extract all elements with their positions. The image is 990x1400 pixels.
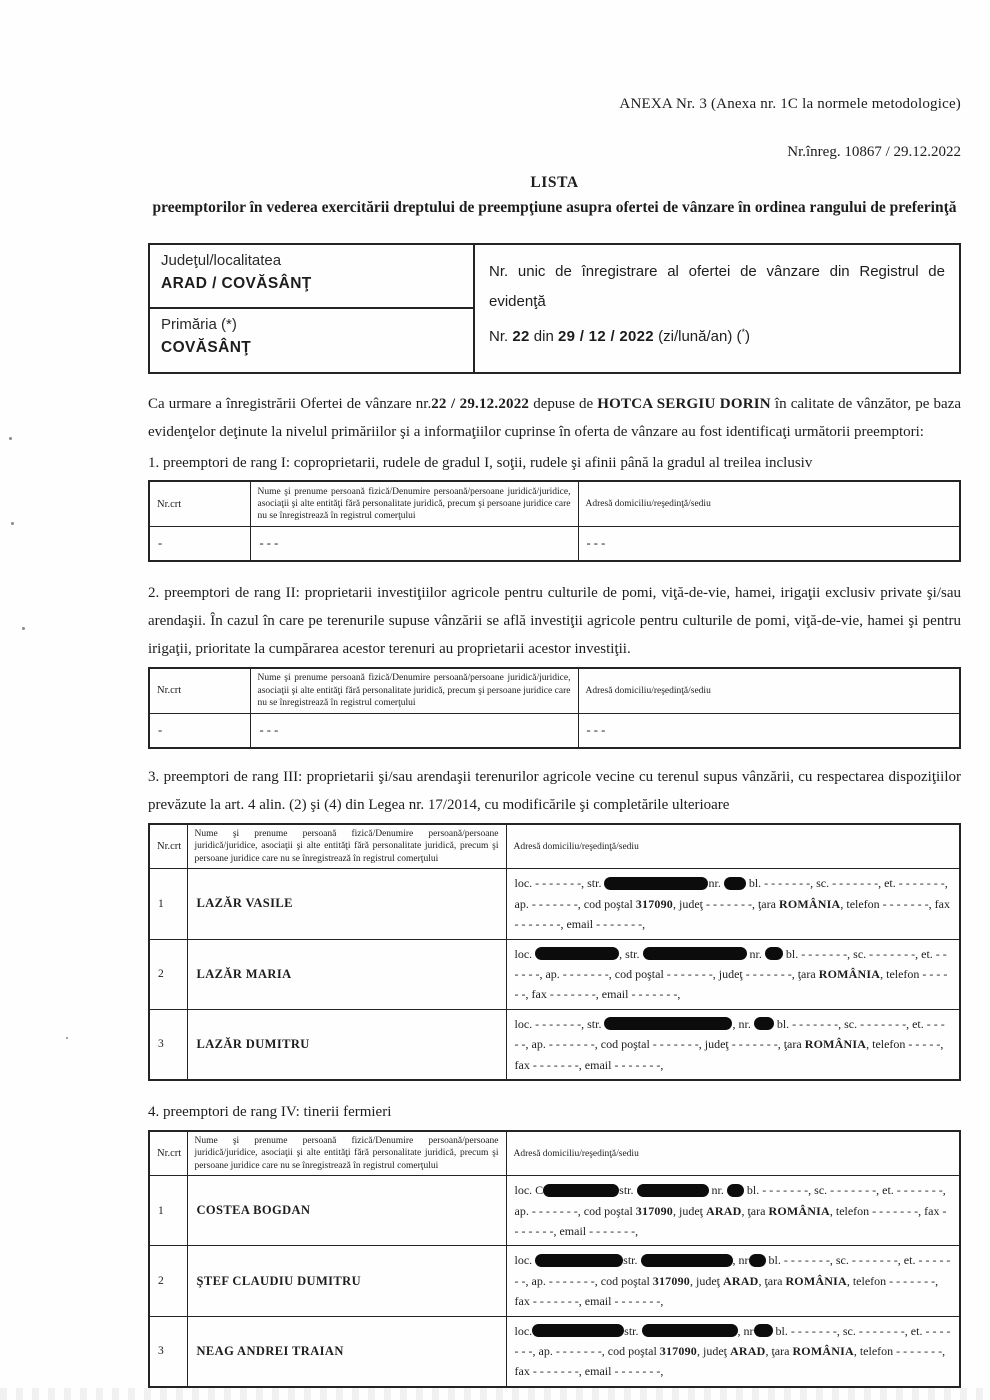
offer-registration-text: Nr. unic de înregistrare al ofertei de vânzare din Registrul de evidenţă [489, 262, 945, 310]
preemptors-table-rank-1 [148, 480, 961, 562]
cityhall-cell [150, 309, 475, 372]
county-label: Judeţul/localitatea [161, 251, 282, 269]
section-heading-rank-3: 3. preemptori de rang III: proprietarii şi/sau arendaşii terenurilor agricole vecine cu terenul supus vânzării, cu respectarea dispoziţiilor prevăzute la art. 4 alin. (2) şi (4) din Legea nr. 17/2014, cu modificările şi completările ulterioare [148, 769, 961, 813]
offer-registration-line: Nr. 22 din 29 / 12 / 2022 (zi/lună/an) (*) [489, 326, 751, 345]
table-row [149, 526, 960, 561]
col-header-address: Adresă domiciliu/reşedinţă/sediu [578, 668, 960, 713]
preemptor-name: LAZĂR MARIA [187, 939, 506, 1009]
cityhall-label: Primăria (*) [161, 315, 237, 333]
redaction-bar [643, 947, 747, 960]
section-heading-rank-4: 4. preemptori de rang IV: tinerii fermieri [148, 1103, 392, 1120]
preemptor-address: loc. str. , nr bl. - - - - - - -, sc. - - - - - - -, et. - - - - - - -, ap. - - - - - - -, cod poştal 317090, judeţ ARAD, ţara ROMÂNIA, telefon - - - - - - -, fax - - - - - - -, email - - - - - - -, [506, 1246, 960, 1316]
offer-registration-cell [475, 245, 959, 372]
col-header-nrcrt: Nr.crt [149, 481, 250, 526]
redaction-bar [749, 1254, 766, 1267]
preemptor-address: - - - [578, 526, 960, 561]
scan-speck [22, 627, 25, 630]
row-number: 1 [149, 1176, 187, 1246]
redaction-bar [727, 1184, 744, 1197]
col-header-nrcrt: Nr.crt [149, 824, 187, 869]
table-row [149, 1246, 960, 1316]
preemptor-address: loc. - - - - - - -, str. , nr. bl. - - - - - - -, sc. - - - - - - -, et. - - - - -, ap. - - - - - - -, cod poştal - - - - - - -, judeţ - - - - - - -, ţara ROMÂNIA, telefon - - - - -, fax - - - - - - -, email - - - - - - -, [506, 1009, 960, 1080]
preemptor-name: COSTEA BOGDAN [187, 1176, 506, 1246]
row-number: 2 [149, 939, 187, 1009]
row-number: 2 [149, 1246, 187, 1316]
preemptor-name: LAZĂR DUMITRU [187, 1009, 506, 1080]
preemptor-address: loc. str. , nr bl. - - - - - - -, sc. - - - - - - -, et. - - - - - - -, ap. - - - - - - -, cod poştal 317090, judeţ ARAD, ţara ROMÂNIA, telefon - - - - - - -, fax - - - - - - -, email - - - - - - -, [506, 1316, 960, 1387]
col-header-name: Nume şi prenume persoană fizică/Denumire persoană/persoane juridică/juridice, asociaţii şi alte entităţi fără personalitate juridică, precum şi persoane juridice care nu se înregistrează în registrul comerţului [187, 1131, 506, 1176]
redaction-bar [535, 947, 619, 960]
table-row [149, 939, 960, 1009]
redaction-bar [637, 1184, 709, 1197]
preemptor-address: - - - [578, 713, 960, 748]
row-number: 3 [149, 1316, 187, 1387]
sections [148, 450, 961, 1388]
col-header-address: Adresă domiciliu/reşedinţă/sediu [506, 1131, 960, 1176]
registration-number-note: Nr.înreg. 10867 / 29.12.2022 [787, 144, 961, 160]
col-header-name: Nume şi prenume persoană fizică/Denumire persoană/persoane juridică/juridice, asociaţii şi alte entităţi fără personalitate juridică, precum şi persoane juridice care nu se înregistrează în registrul comerţului [187, 824, 506, 869]
redaction-bar [641, 1254, 733, 1267]
redaction-bar [765, 947, 783, 960]
table-row [149, 1176, 960, 1246]
intro-paragraph: Ca urmare a înregistrării Ofertei de vânzare nr.22 / 29.12.2022 depuse de HOTCA SERGIU DORIN în calitate de vânzător, pe baza evidenţelor deţinute la nivelul primăriilor şi a informaţiilor cuprinse în oferta de vânzare au fost identificaţi următorii preemptori: [148, 395, 962, 440]
col-header-name: Nume şi prenume persoană fizică/Denumire persoană/persoane juridică/juridice, asociaţii şi alte entităţi fără personalitate juridică, precum şi persoane juridice care nu se înregistrează în registrul comerţului [250, 481, 578, 526]
preemptors-table-rank-3 [148, 823, 961, 1081]
table-header-row [149, 1131, 960, 1176]
table-row [149, 1009, 960, 1080]
document-subtitle: preemptorilor în vederea exercitării dreptului de preempţiune asupra ofertei de vânzare în ordinea rangului de preferinţă [152, 199, 957, 216]
table-header-row [149, 481, 960, 526]
col-header-name: Nume şi prenume persoană fizică/Denumire persoană/persoane juridică/juridice, asociaţii şi alte entităţi fără personalitate juridică, precum şi persoane juridice care nu se înregistrează în registrul comerţului [250, 668, 578, 713]
redaction-bar [604, 877, 708, 890]
preemptor-address: loc. - - - - - - -, str. nr. bl. - - - - - - -, sc. - - - - - - -, et. - - - - - - -, ap. - - - - - - -, cod poştal 317090, judeţ - - - - - - -, ţara ROMÂNIA, telefon - - - - - - -, fax - - - - - - -, email - - - - - - -, [506, 869, 960, 939]
county-cell [150, 245, 475, 309]
row-number: 3 [149, 1009, 187, 1080]
redaction-bar [754, 1324, 773, 1337]
redaction-bar [724, 877, 746, 890]
col-header-nrcrt: Nr.crt [149, 668, 250, 713]
preemptor-name: NEAG ANDREI TRAIAN [187, 1316, 506, 1387]
preemptor-name: - - - [250, 526, 578, 561]
scan-speck [66, 1037, 68, 1039]
redaction-bar [604, 1017, 732, 1030]
col-header-nrcrt: Nr.crt [149, 1131, 187, 1176]
scan-speck [11, 522, 14, 525]
annex-note: ANEXA Nr. 3 (Anexa nr. 1C la normele metodologice) [619, 96, 961, 112]
table-row [149, 713, 960, 748]
scan-noise-band [0, 1388, 990, 1400]
redaction-bar [535, 1254, 623, 1267]
document-content [148, 0, 961, 1388]
preemptor-address: loc. , str. nr. bl. - - - - - - -, sc. - - - - - - -, et. - - - - - -, ap. - - - - - - -, cod poştal - - - - - - -, judeţ - - - - - - -, ţara ROMÂNIA, telefon - - - - - -, fax - - - - - - -, email - - - - - - -, [506, 939, 960, 1009]
cityhall-value: COVĂSÂNŢ [161, 338, 252, 356]
row-number: - [149, 526, 250, 561]
section-heading-rank-2: 2. preemptori de rang II: proprietarii investiţiilor agricole pentru culturile de pomi, viţă-de-vie, hamei, irigaţii exclusiv private şi/sau arendaşii. În cazul în care pe terenurile supuse vânzării se află investiţii agricole pentru culturile de pomi, viţă-de-vie, hamei şi pentru irigaţii, prioritate la cumpărarea acestor terenuri au proprietarii acestor investiţii. [148, 585, 961, 658]
col-header-address: Adresă domiciliu/reşedinţă/sediu [506, 824, 960, 869]
row-number: - [149, 713, 250, 748]
preemptor-address: loc. C str. nr. bl. - - - - - - -, sc. - - - - - - -, et. - - - - - - -, ap. - - - - - - -, cod poştal 317090, judeţ ARAD, ţara ROMÂNIA, telefon - - - - - - -, fax - - - - - - -, email - - - - - - -, [506, 1176, 960, 1246]
county-value: ARAD / COVĂSÂNŢ [161, 274, 312, 292]
section-heading-rank-1: 1. preemptori de rang I: coproprietarii, rudele de gradul I, soţii, rudele şi afinii până la gradul al treilea inclusiv [148, 454, 813, 471]
preemptors-table-rank-4 [148, 1130, 961, 1388]
preemptor-name: LAZĂR VASILE [187, 869, 506, 939]
scan-speck [9, 437, 12, 440]
preemptors-table-rank-2 [148, 667, 961, 749]
redaction-bar [532, 1324, 624, 1337]
col-header-address: Adresă domiciliu/reşedinţă/sediu [578, 481, 960, 526]
redaction-bar [754, 1017, 774, 1030]
preemptor-name: - - - [250, 713, 578, 748]
redaction-bar [543, 1184, 619, 1197]
redaction-bar [642, 1324, 738, 1337]
row-number: 1 [149, 869, 187, 939]
table-header-row [149, 824, 960, 869]
header-box [148, 243, 961, 374]
table-row [149, 1316, 960, 1387]
table-header-row [149, 668, 960, 713]
preemptor-name: ŞTEF CLAUDIU DUMITRU [187, 1246, 506, 1316]
document-title: LISTA [530, 174, 579, 191]
table-row [149, 869, 960, 939]
